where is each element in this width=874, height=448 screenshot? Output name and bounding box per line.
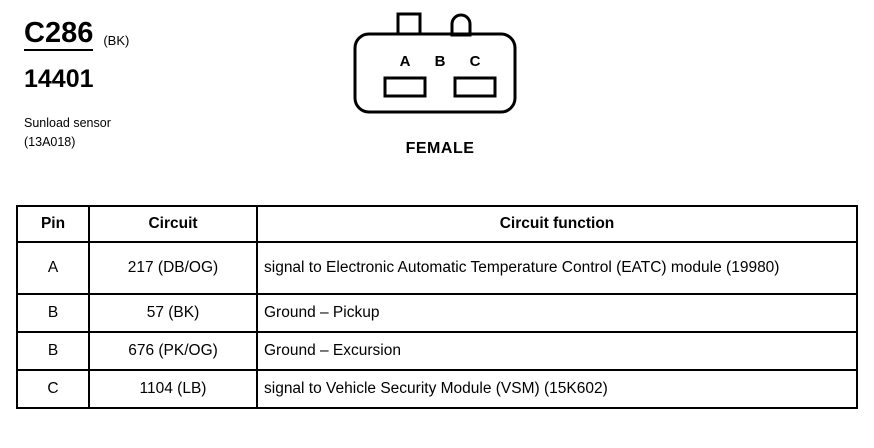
cell-pin: A [17,242,89,294]
table-row [17,332,857,370]
column-header-circuit: Circuit [89,206,257,242]
part-number: 14401 [24,65,94,94]
table-row [17,370,857,408]
connector-gender-caption: FEMALE [405,140,475,157]
pin-function-table [16,205,858,409]
connector-body [355,34,515,112]
column-header-pin: Pin [17,206,89,242]
cell-pin: B [17,294,89,332]
cell-circuit-function: Ground – Excursion [257,332,857,370]
table-header-row [17,206,857,242]
cell-circuit-function: signal to Vehicle Security Module (VSM) (15K602) [257,370,857,408]
table-row [17,294,857,332]
cavity-label-c: C [469,53,481,70]
cell-circuit: 217 (DB/OG) [89,242,257,294]
cell-pin: B [17,332,89,370]
table-row [17,242,857,294]
component-name: Sunload sensor [24,116,111,131]
cavity-label-b: B [434,53,446,70]
connector-outline-svg [330,8,550,158]
connector-id: C286 [24,18,93,51]
cavity-a [385,78,425,96]
connector-id-row [24,18,304,51]
column-header-circuit-function: Circuit function [257,206,857,242]
cell-circuit: 57 (BK) [89,294,257,332]
cell-circuit-function: signal to Electronic Automatic Temperature Control (EATC) module (19980) [257,242,857,294]
cavity-c [455,78,495,96]
cavity-label-a: A [399,53,411,70]
connector-diagram [330,8,550,158]
connector-identification-block [24,18,304,151]
locking-tab-round-icon [452,15,470,35]
cell-circuit: 1104 (LB) [89,370,257,408]
cell-pin: C [17,370,89,408]
cell-circuit-function: Ground – Pickup [257,294,857,332]
component-code: (13A018) [24,134,76,149]
locking-tab-square-icon [398,14,420,34]
connector-color-code: (BK) [103,33,130,49]
cell-circuit: 676 (PK/OG) [89,332,257,370]
